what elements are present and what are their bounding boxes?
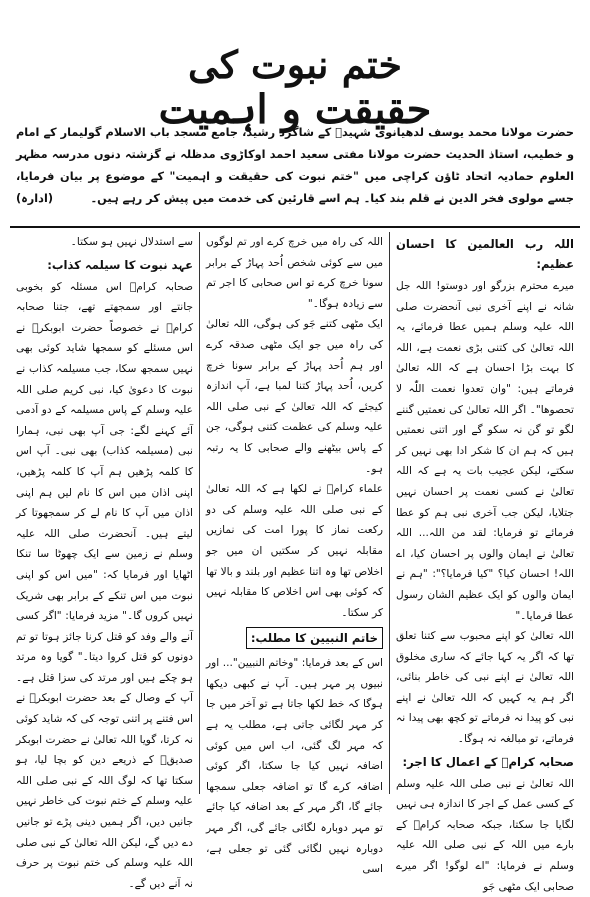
column-left-heading-1: عہد نبوت کا سیلمہ کذاب: xyxy=(47,257,193,272)
intro-divider xyxy=(10,226,580,228)
column-left-paragraph-2: صحابہ کرامؓ اس مسئلہ کو بخوبی جانتے اور سمجھتے تھے، جتنا صحابہ کرامؓ نے خصوصاً حضرت ابوبکرؓ نے اس مسئلے کو سمجھا شاید کوئی بھی نہیں سمجھ سکا، جب مسیلمہ کذاب نے نبوت کا دعویٰ کیا، نبی کریم صلی اللہ علیہ وسلم کے پاس مسیلمہ کے دو آدمی آئے کہنے لگے: جی آپ بھی نبی، ہمارا نبی (مسیلمہ کذاب) بھی نبی۔ آپ اس کا کلمہ پڑھیں ہم آپ کا کلمہ پڑھیں، اپنی اذان میں اس کا نام لیں ہم اپنی اذان میں آپ کا نام لے کر سمجھوتا کر لیتے ہیں۔ آنحضرت صلی اللہ علیہ وسلم نے زمین سے ایک چھوٹا سا تنکا اٹھایا اور فرمایا کہ: "میں اس کو اپنی نبوت میں اس تنکے کے برابر بھی شریک نہیں کروں گا۔" مزید فرمایا: "اگر کسی آنے والے وفد کو قتل کرنا جائز ہوتا تو تم دونوں کو قتل کروا دیتا۔" گویا وہ مرتد ہو چکے ہیں اور مرتد کی سزا قتل ہے۔ آپ کے وصال کے بعد حضرت ابوبکرؓ نے اس فتنے پر اتنی توجہ کی کہ شاید کوئی نہ کرتا، گویا اللہ تعالیٰ نے حضرت ابوبکر صدیقؓ کے ذریعے دین کو بچا لیا، ہو سکتا تھا کہ لوگ اللہ کے نبی صلی اللہ علیہ وسلم کے ختم نبوت کی خاطر نہیں جانیں دیں، اگر ہمیں دینی پڑے تو جانیں دے دیں گے، لیکن اللہ تعالیٰ کے نبی صلی اللہ علیہ وسلم کی ختم نبوت پر حرف نہ آنے دیں گے۔ xyxy=(16,280,193,890)
column-right-paragraph-3: اللہ تعالیٰ نے نبی صلی اللہ علیہ وسلم کے کسی عمل کے اجر کا اندازہ ہی نہیں لگایا جا سکتا، جبکہ صحابہ کرامؓ کے بارے میں اللہ کے نبی صلی اللہ علیہ وسلم نے فرمایا: "اے لوگو! اگر میرے صحابی ایک مٹھی جَو xyxy=(395,777,574,893)
article-intro xyxy=(16,122,574,210)
boxed-subheading: خاتم النبیین کا مطلب: xyxy=(246,627,383,649)
column-middle-paragraph-4: اس کے بعد فرمایا: "وخاتم النبیین"... اور نبیوں پر مہر ہیں۔ آپ نے کبھی دیکھا ہوگا کہ خط لکھا جاتا ہے تو آخر میں جا کر مہر لگائی جاتی ہے، مطلب یہ ہے کہ مہر لگ گئی، اب اس میں کوئی اضافہ نہیں کیا جا سکتا، اگر کوئی اضافہ کرے گا تو اضافہ جعلی سمجھا جائے گا، اگر مہر کے بعد اضافہ کیا جائے تو مہر دوبارہ لگائی جائے گی، اگر مہر دوبارہ نہیں لگائی گئی تو جعلی ہے، اسی xyxy=(206,657,383,876)
column-right xyxy=(390,232,580,893)
article-title-line1: ختم نبوت کی xyxy=(188,42,402,88)
column-right-heading-1: اللہ رب العالمین کا احسان عظیم: xyxy=(396,237,574,271)
column-middle-heading-1 xyxy=(206,625,383,651)
column-middle-paragraph-3: علماء کرامؒ نے لکھا ہے کہ اللہ تعالیٰ کے نبی صلی اللہ علیہ وسلم کی دو رکعت نماز کا پورا امت کی نمازیں مقابلہ نہیں کر سکتیں ان میں جو اخلاص تھا وہ اتنا عظیم اور بلند و بالا تھا کہ کوئی بھی اس اخلاص کا مقابلہ نہیں کر سکتا۔ xyxy=(206,483,383,619)
column-middle xyxy=(200,232,390,876)
article-title-line2: حقیقت و اہمیت xyxy=(158,86,432,134)
column-right-paragraph-2: اللہ تعالیٰ کو اپنے محبوب سے کتنا تعلق تھا کہ اگر یہ کہا جائے کہ ساری مخلوق اللہ تعالیٰ نے اپنے نبی کی خاطر بنائی، اگر ہم یہ کہیں کہ اللہ تعالیٰ نے اپنے نبی کو پیدا نہ فرماتے تو کچھ بھی پیدا نہ فرماتے، تو مبالغہ نہ ہوگا۔ xyxy=(396,630,574,746)
column-right-paragraph-1: میرے محترم بزرگو اور دوستو! اللہ جل شانہ نے اپنے آخری نبی آنحضرت صلی اللہ علیہ وسلم ہمیں عطا فرمائے، یہ اللہ تعالیٰ کی کتنی بڑی نعمت ہے، اللہ کا بہت بڑا احسان ہے کہ اللہ تعالیٰ فرماتے ہیں: "وان تعدوا نعمت اللّٰہ لا تحصوھا"۔ اگر اللہ تعالیٰ کی نعمتیں گننے لگو تو گن نہ سکو گے اور اتنی نعمتیں ہیں کہ ہم ان کا شکر ادا بھی نہیں کر سکتے، لیکن عجیب بات یہ ہے کہ اللہ تعالیٰ نے کسی نعمت پر احسان نہیں جتلایا، لیکن جب آخری نبی ہم کو عطا فرمائے تو فرمایا: لقد من اللہ... اللہ تعالیٰ نے ایمان والوں پر احسان کیا، اے اللہ! احسان کیا؟ "کیا فرمایا؟": "ہم نے ایمان والوں کو ایک عظیم الشان رسول عطا فرمایا۔" xyxy=(396,280,574,622)
article-title xyxy=(0,43,590,133)
column-middle-paragraph-1: اللہ کی راہ میں خرچ کرے اور تم لوگوں میں سے کوئی شخص اُحد پہاڑ کے برابر سونا خرچ کرے تو اس صحابی کا اجر تم سے زیادہ ہوگا۔" xyxy=(206,236,383,310)
article-columns xyxy=(10,232,580,893)
column-middle-paragraph-2: ایک مٹھی کتنے جَو کی ہوگی، اللہ تعالیٰ کی راہ میں جو ایک مٹھی صدقہ کرے اور ہم اُحد پہاڑ کے برابر سونا خرچ کریں، اُحد پہاڑ کتنا لمبا ہے، آپ اندازہ کیجئے کہ اللہ تعالیٰ کے نبی صلی اللہ علیہ وسلم کی عظمت کتنی ہوگی، جن کے پاس بیٹھنے والے صحابی کا یہ رتبہ ہو۔ xyxy=(206,318,383,475)
column-right-heading-2: صحابہ کرامؓ کے اعمال کا اجر: xyxy=(402,754,574,769)
column-left-paragraph-1: سے استدلال نہیں ہو سکتا۔ xyxy=(70,236,193,248)
editor-credit: (ادارہ) xyxy=(16,192,53,205)
column-left xyxy=(10,232,200,890)
intro-paragraph: حضرت مولانا محمد یوسف لدھیانوی شہیدؒ کے شاگرد رشید، جامع مسجد باب الاسلام گولیمار کے امام و خطیب، استاذ الحدیث حضرت مولانا مفتی سعید احمد اوکاڑوی مدظلہ نے گزشتہ دنوں مدرسہ مظہر العلوم حمادیہ اتحاد ٹاؤن کراچی میں "ختم نبوت کی حقیقت و اہمیت" کے موضوع پر بیان فرمایا، جسے مولوی فخر الدین نے قلم بند کیا۔ ہم اسے قارئین کی خدمت میں پیش کر رہے ہیں۔ xyxy=(16,126,574,205)
